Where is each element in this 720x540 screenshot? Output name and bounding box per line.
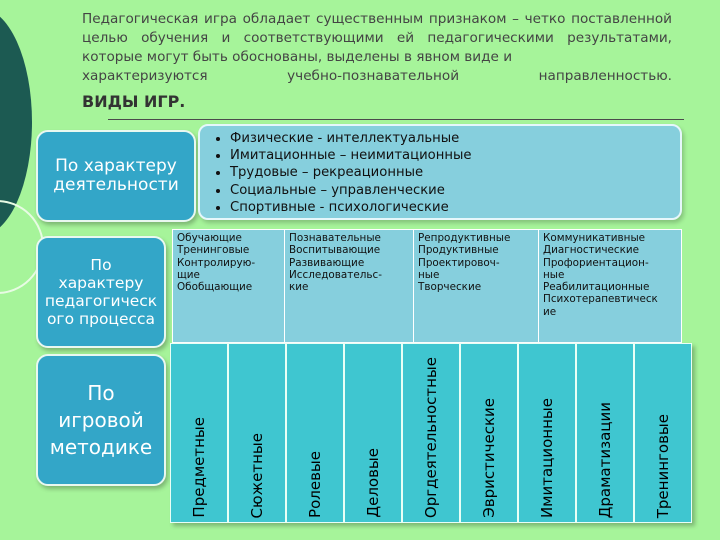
- list-item: Творческие: [418, 281, 482, 294]
- list-item: Воспитывающие: [289, 244, 381, 257]
- intro-line-1: Педагогическая игра обладает существенным признаком – четко поставленной целью обучения и соответствующими ей педагогическими результатами, которые могут быть обоснованы, выделены в явном виде и: [82, 11, 672, 65]
- method-type-label: Тренинговые: [654, 413, 672, 518]
- list-item: Обобщающие: [177, 281, 253, 294]
- process-column: [173, 230, 285, 342]
- method-column: [577, 344, 633, 522]
- process-column: [285, 230, 414, 342]
- heading-divider: [108, 119, 684, 120]
- category-activity-line: деятельности: [53, 175, 179, 195]
- list-item: Профориентацион-: [543, 256, 649, 269]
- category-process-line: характеру: [58, 274, 144, 292]
- list-item: Развивающие: [289, 256, 365, 269]
- list-item: Исследовательс-: [289, 268, 382, 281]
- category-activity: [36, 130, 196, 222]
- method-type-label: Сюжетные: [248, 432, 266, 518]
- method-type-label: Драматизации: [596, 401, 614, 518]
- process-types-grid: [172, 229, 682, 343]
- intro-line-2: характеризуются учебно-познавательной направленностью.: [82, 68, 672, 84]
- method-type-label: Предметные: [190, 417, 208, 518]
- activity-types-box: [198, 124, 682, 220]
- list-item: Психотерапевтическ: [543, 293, 658, 306]
- list-item: ие: [543, 305, 557, 318]
- category-activity-line: По характеру: [55, 156, 177, 176]
- list-item: Диагностические: [543, 244, 640, 257]
- method-types-columns: [170, 343, 692, 523]
- process-column: [539, 230, 681, 342]
- list-item: Контролирую-: [177, 256, 256, 269]
- method-type-label: Оргдеятельностные: [422, 356, 440, 518]
- intro-paragraph: [82, 10, 672, 86]
- list-item: • Социальные – управленческие: [230, 182, 680, 199]
- category-method: [36, 354, 166, 486]
- list-item: ные: [543, 268, 565, 281]
- category-method-line: игровой: [58, 407, 144, 432]
- list-item: Тренинговые: [177, 244, 250, 257]
- list-item: • Физические - интеллектуальные: [230, 130, 680, 147]
- section-heading: ВИДЫ ИГР.: [82, 92, 186, 111]
- method-type-label: Эвристические: [480, 398, 498, 518]
- method-column: [635, 344, 691, 522]
- list-item: Познавательные: [289, 232, 381, 244]
- list-item: • Имитационные – неимитационные: [230, 147, 680, 164]
- category-method-line: По: [87, 380, 115, 405]
- method-column: [171, 344, 227, 522]
- activity-types-list: [214, 130, 680, 216]
- method-column: [403, 344, 459, 522]
- list-item: Обучающие: [177, 232, 242, 244]
- method-type-label: Имитационные: [538, 397, 556, 518]
- category-method-line: методике: [49, 434, 153, 459]
- method-type-label: Ролевые: [306, 451, 324, 518]
- list-item: • Спортивные - психологические: [230, 199, 680, 216]
- method-column: [345, 344, 401, 522]
- category-process-line: ого процесса: [46, 310, 156, 328]
- list-item: • Трудовые – рекреационные: [230, 164, 680, 181]
- list-item: Репродуктивные: [418, 232, 511, 244]
- list-item: щие: [177, 268, 200, 281]
- list-item: Коммуникативные: [543, 232, 646, 244]
- process-column: [414, 230, 539, 342]
- category-process-line: По: [90, 256, 112, 274]
- method-column: [287, 344, 343, 522]
- method-column: [461, 344, 517, 522]
- method-column: [229, 344, 285, 522]
- category-process: [36, 236, 166, 348]
- category-process-line: педагогическ: [44, 292, 158, 310]
- list-item: Реабилитационные: [543, 281, 650, 294]
- list-item: ные: [418, 268, 440, 281]
- method-column: [519, 344, 575, 522]
- list-item: Проектировоч-: [418, 256, 500, 269]
- list-item: Продуктивные: [418, 244, 499, 257]
- method-type-label: Деловые: [364, 448, 382, 518]
- list-item: кие: [289, 281, 309, 294]
